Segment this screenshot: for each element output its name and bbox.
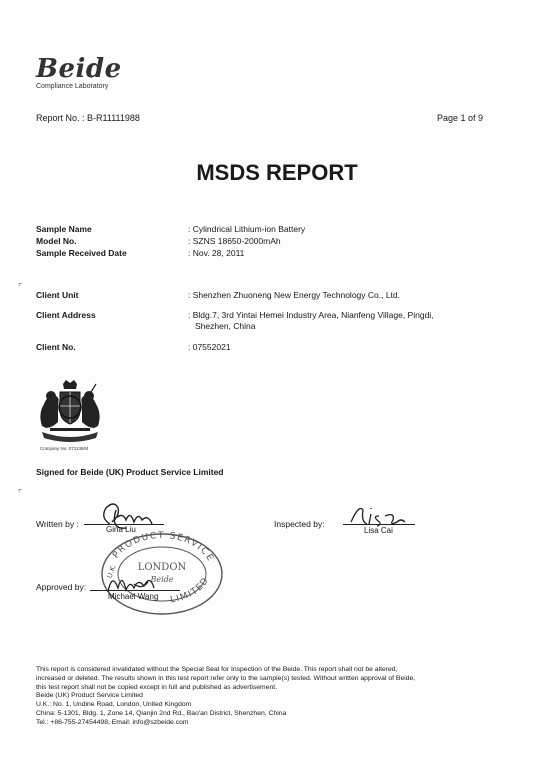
inspected-by-label: Inspected by: bbox=[274, 519, 325, 529]
client-no-value: : 07552021 bbox=[188, 342, 231, 352]
footer-china-address: China: 5-1301, Bldg. 1, Zone 14, Qianjin 2nd Rd., Bao'an District, Shenzhen, China bbox=[36, 709, 287, 717]
signed-for-heading: Signed for Beide (UK) Product Service Limited bbox=[36, 467, 224, 477]
stamp-left-text: U.K. bbox=[105, 563, 118, 580]
footer-contact: Tel.: +86-755-27454498, Email: info@szbeide.com bbox=[36, 718, 189, 726]
client-address-label: Client Address bbox=[36, 310, 96, 320]
sample-name-value: : Cylindrical Lithium-ion Battery bbox=[188, 224, 306, 234]
approved-by-line bbox=[90, 590, 180, 591]
stamp-center-text: LONDON bbox=[137, 562, 187, 573]
inspected-by-name: Lisa Cai bbox=[364, 526, 393, 535]
stamp-top-text: PRODUCT SERVICE bbox=[111, 530, 216, 564]
stamp-bottom-text: LIMITED bbox=[169, 575, 212, 606]
inspected-by-line bbox=[343, 524, 415, 525]
scan-mark: ⌜ bbox=[18, 282, 23, 292]
written-by-label: Written by : bbox=[36, 519, 79, 529]
sample-name-label: Sample Name bbox=[36, 224, 92, 234]
received-date-value: : Nov. 28, 2011 bbox=[188, 248, 245, 258]
client-address-value bbox=[188, 310, 478, 332]
page-title: MSDS REPORT bbox=[196, 160, 358, 185]
footer-line: increased or deleted. The results shown in this test report refer only to the sample(s) tested. Without written approval of Beide, bbox=[36, 674, 416, 682]
brand-logo: Beide bbox=[36, 54, 122, 84]
stamp-sub-text: Beide bbox=[150, 575, 174, 584]
scan-mark: ⌜ bbox=[18, 488, 23, 498]
footer-uk-address: U.K.: No. 1, Undine Road, London, United Kingdom bbox=[36, 701, 192, 709]
royal-crest-emblem bbox=[36, 378, 104, 448]
footer-line: this test report shall not be copied except in full and published as advertisement. bbox=[36, 683, 278, 691]
report-number: Report No. : B-R11111988 bbox=[36, 113, 140, 123]
model-no-value: : SZNS 18650-2000mAh bbox=[188, 236, 281, 246]
footer-company: Beide (UK) Product Service Limited bbox=[36, 692, 143, 700]
footer-disclaimer bbox=[36, 666, 506, 728]
page-indicator: Page 1 of 9 bbox=[437, 113, 484, 123]
written-by-name: Gina Liu bbox=[106, 525, 136, 534]
client-address-line1: : Bldg.7, 3rd Yintai Hemei Industry Area, Nianfeng Village, Pingdi, bbox=[188, 310, 434, 320]
approved-by-name: Michael Wang bbox=[108, 592, 159, 601]
approved-by-label: Approved by: bbox=[36, 582, 87, 592]
client-unit-label: Client Unit bbox=[36, 290, 79, 300]
company-number: Company No. 07113604 bbox=[40, 446, 89, 451]
model-no-label: Model No. bbox=[36, 236, 77, 246]
brand-subtitle: Compliance Laboratory bbox=[36, 83, 109, 90]
footer-line: This report is considered invalidated without the Special Seal for Inspection of the Beide. This report shall not be altered, bbox=[36, 666, 398, 673]
client-address-line2: Shezhen, China bbox=[195, 321, 256, 331]
received-date-label: Sample Received Date bbox=[36, 248, 127, 258]
client-unit-value: : Shenzhen Zhuoneng New Energy Technology Co., Ltd. bbox=[188, 290, 401, 300]
client-no-label: Client No. bbox=[36, 342, 76, 352]
